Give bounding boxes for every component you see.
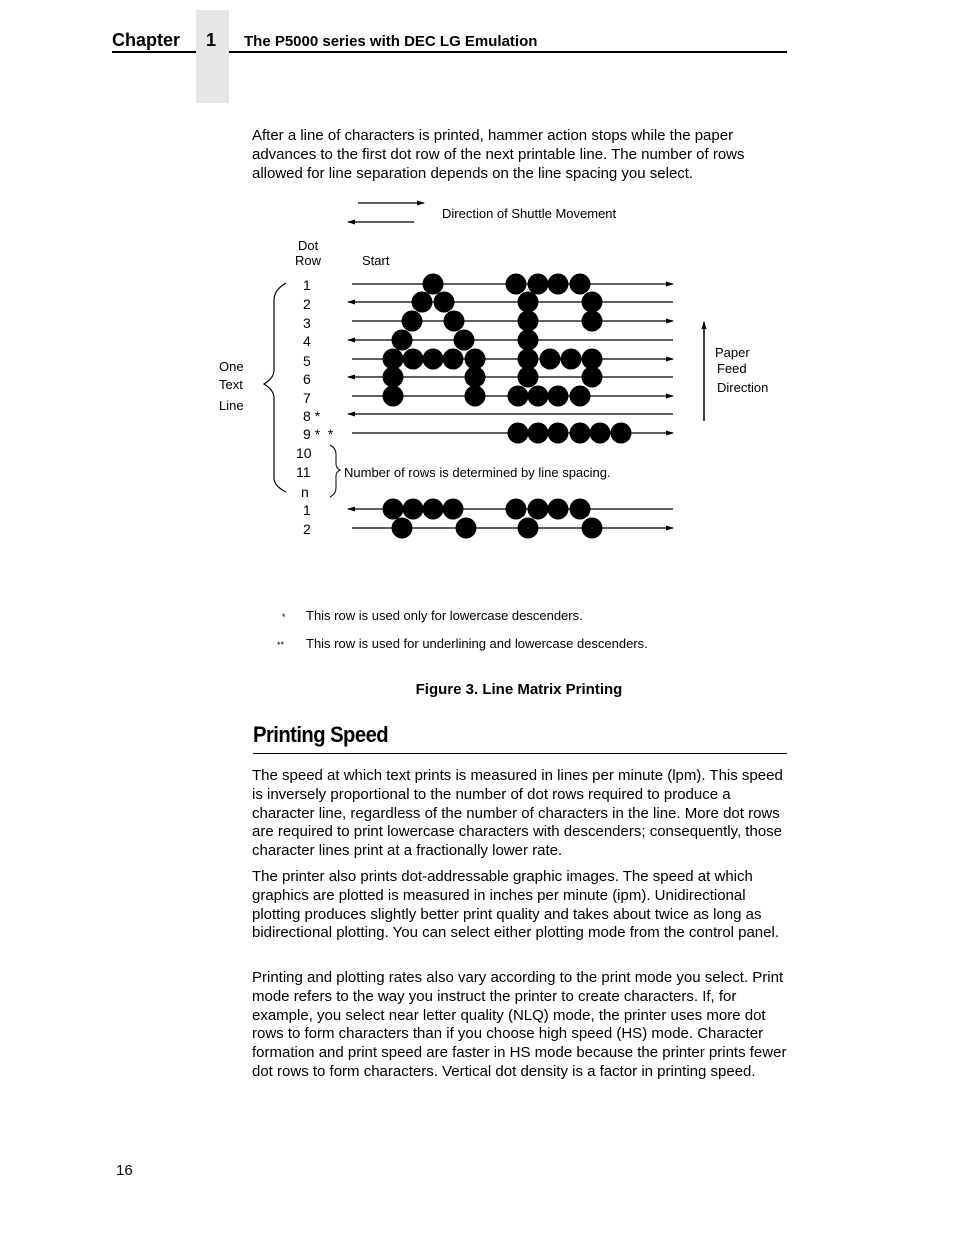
print-dot [548, 274, 569, 295]
print-dot [506, 499, 527, 520]
dot-row-label: Row [295, 253, 322, 268]
print-dot [582, 292, 603, 313]
row-number: 11 [296, 464, 311, 480]
footnote-mark: * [282, 612, 286, 622]
footnote-text: This row is used only for lowercase descenders. [306, 608, 583, 623]
row-number: 5 [303, 353, 311, 369]
one-text-line-label: Text [219, 377, 243, 392]
printed-dots [383, 274, 632, 539]
paper-feed-label: Feed [717, 361, 747, 376]
row-number: 1 [303, 502, 311, 518]
row-number: 9 * * [303, 426, 334, 442]
print-dot [518, 349, 539, 370]
row-number: 8 * [303, 408, 321, 424]
row-number: 4 [303, 333, 311, 349]
print-dot [443, 349, 464, 370]
print-dot [582, 367, 603, 388]
print-dot [590, 423, 611, 444]
section-title: Printing Speed [253, 722, 389, 747]
print-dot [528, 423, 549, 444]
print-dot [570, 423, 591, 444]
print-dot [465, 386, 486, 407]
body-paragraph: Printing and plotting rates also vary according to the print mode you select. Print mode refers to the way you instruct the printer to create characters. If, for example, you select near letter quality (NLQ) mode, the printer uses more dot rows to form characters than if you choose high speed (HS) mode. Character formation and print speed are faster in HS mode because the printer prints fewer dot rows to form characters. Vertical dot density is a factor in printing speed. [252, 969, 787, 1080]
print-dot [444, 311, 465, 332]
running-title: The P5000 series with DEC LG Emulation [244, 33, 538, 50]
body-paragraph: The speed at which text prints is measured in lines per minute (lpm). This speed is inversely proportional to the number of dot rows required to produce a character line, regardless of the number of characters in the line. More dot rows are required to print lowercase characters with descenders; consequently, those character lines print at a fractionally lower rate. [252, 767, 783, 860]
print-dot [454, 330, 475, 351]
figure-caption: Figure 3. Line Matrix Printing [415, 681, 623, 698]
print-dot [403, 499, 424, 520]
row-number: 1 [303, 277, 311, 293]
footnote-mark: ** [277, 640, 285, 650]
print-dot [383, 349, 404, 370]
print-dot [508, 423, 529, 444]
page-number: 16 [116, 1162, 133, 1179]
print-dot [403, 349, 424, 370]
row-number: n [301, 484, 309, 500]
print-dot [540, 349, 561, 370]
print-dot [518, 330, 539, 351]
shuttle-label: Direction of Shuttle Movement [442, 206, 617, 221]
print-dot [548, 423, 569, 444]
print-dot [383, 367, 404, 388]
print-dot [434, 292, 455, 313]
print-dot [465, 367, 486, 388]
print-dot [570, 499, 591, 520]
print-dot [570, 386, 591, 407]
print-dot [582, 349, 603, 370]
print-dot [548, 499, 569, 520]
print-dot [392, 330, 413, 351]
print-dot [423, 274, 444, 295]
body-paragraph: The printer also prints dot-addressable graphic images. The speed at which graphics are plotted is measured in inches per minute (ipm). Unidirectional plotting produces slightly better print quality and takes about twice as long as bidirectional plotting. You can select either plotting mode from the control panel. [252, 868, 779, 942]
paper-feed-label: Direction [717, 380, 769, 395]
print-dot [582, 311, 603, 332]
print-dot [506, 274, 527, 295]
print-dot [423, 349, 444, 370]
row-number: 10 [296, 445, 312, 461]
row-numbers [296, 277, 334, 537]
print-dot [465, 349, 486, 370]
section-rule [253, 753, 787, 754]
one-text-line-label: Line [219, 398, 244, 413]
dot-row-label: Dot [298, 238, 319, 253]
print-dot [528, 386, 549, 407]
print-dot [582, 518, 603, 539]
row-number: 2 [303, 296, 311, 312]
one-text-line-label: One [219, 359, 244, 374]
print-dot [412, 292, 433, 313]
row-number: 3 [303, 315, 311, 331]
row-number: 2 [303, 521, 311, 537]
print-dot [528, 499, 549, 520]
chapter-number: 1 [206, 30, 217, 50]
print-dot [423, 499, 444, 520]
print-dot [402, 311, 423, 332]
print-dot [570, 274, 591, 295]
print-dot [611, 423, 632, 444]
rows-note: Number of rows is determined by line spacing. [344, 465, 611, 480]
print-dot [443, 499, 464, 520]
print-dot [508, 386, 529, 407]
line-matrix-figure [0, 0, 954, 600]
print-dot [528, 274, 549, 295]
print-dot [518, 367, 539, 388]
print-dot [383, 386, 404, 407]
line-spacing-brace [330, 445, 340, 497]
row-number: 7 [303, 390, 311, 406]
intro-paragraph: After a line of characters is printed, hammer action stops while the paper advances to the first dot row of the next printable line. The number of rows allowed for line separation depends on the line spacing you select. [252, 127, 745, 182]
print-dot [456, 518, 477, 539]
print-dot [392, 518, 413, 539]
scan-lines [348, 284, 673, 528]
row-number: 6 [303, 371, 311, 387]
start-label: Start [362, 253, 390, 268]
print-dot [383, 499, 404, 520]
print-dot [561, 349, 582, 370]
chapter-label: Chapter [112, 30, 181, 50]
print-dot [518, 518, 539, 539]
paper-feed-label: Paper [715, 345, 750, 360]
print-dot [518, 311, 539, 332]
footnote-text: This row is used for underlining and lowercase descenders. [306, 636, 648, 651]
text-line-brace [264, 283, 286, 492]
print-dot [518, 292, 539, 313]
print-dot [548, 386, 569, 407]
